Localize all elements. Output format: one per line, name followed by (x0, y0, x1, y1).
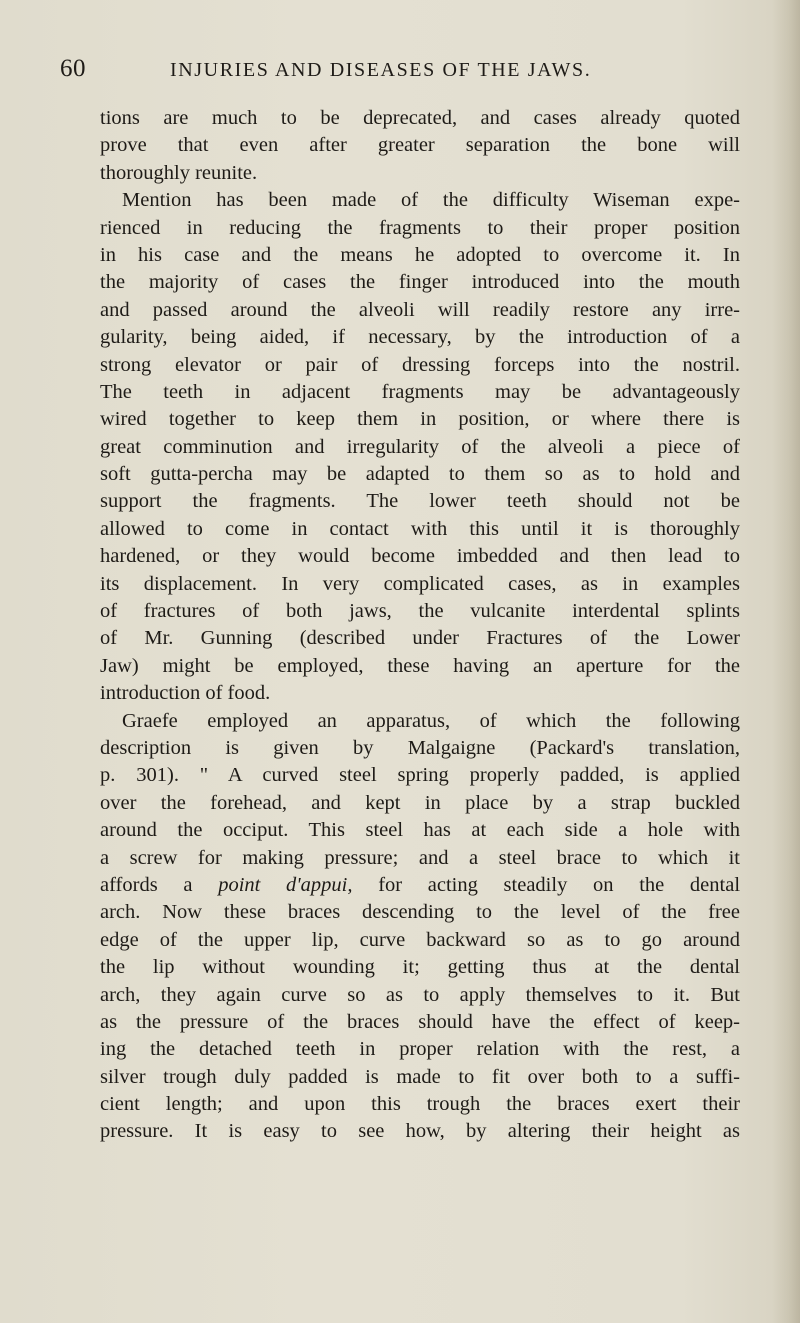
text-line: Mention has been made of the difficulty Wiseman expe- (122, 189, 740, 212)
text-line: wired together to keep them in position, or where there is (100, 408, 740, 431)
text-line: arch, they again curve so as to apply themselves to it. But (100, 983, 740, 1006)
page-header (60, 55, 740, 89)
text-line: of Mr. Gunning (described under Fractures of the Lower (100, 627, 740, 650)
text-line: hardened, or they would become imbedded and then lead to (100, 545, 740, 568)
text-line: great comminution and irregularity of the alveoli a piece of (100, 435, 740, 458)
text-line: tions are much to be deprecated, and cases already quoted (100, 107, 740, 129)
text-line: thoroughly reunite. (100, 161, 258, 184)
text-segment: affords a (100, 873, 193, 896)
text-line: a screw for making pressure; and a steel brace to which it (100, 846, 740, 869)
italic-phrase: point d'appui, (218, 873, 353, 896)
text-line: strong elevator or pair of dressing forceps into the nostril. (100, 353, 740, 376)
text-line: The teeth in adjacent fragments may be advantageously (100, 380, 740, 403)
text-line: in his case and the means he adopted to overcome it. In (100, 243, 740, 266)
text-line: p. 301). " A curved steel spring properly padded, is applied (100, 764, 740, 787)
text-line: the lip without wounding it; getting thus at the dental (100, 956, 740, 979)
text-line: over the forehead, and kept in place by a strap buckled (100, 791, 740, 814)
text-line: the majority of cases the finger introduced into the mouth (100, 271, 740, 294)
text-line: pressure. It is easy to see how, by altering their height as (100, 1120, 740, 1143)
text-line: soft gutta-percha may be adapted to them so as to hold and (100, 463, 740, 486)
text-line: of fractures of both jaws, the vulcanite interdental splints (100, 600, 740, 623)
page-edge-shadow (772, 0, 800, 1323)
text-line: as the pressure of the braces should have the effect of keep- (100, 1010, 740, 1033)
text-line: silver trough duly padded is made to fit over both to a suffi- (100, 1065, 740, 1088)
text-line: description is given by Malgaigne (Packard's translation, (100, 736, 740, 759)
text-line: support the fragments. The lower teeth should not be (100, 490, 740, 513)
text-line: around the occiput. This steel has at each side a hole with (100, 819, 740, 842)
page-number: 60 (60, 55, 86, 82)
text-line: rienced in reducing the fragments to their proper position (100, 216, 740, 239)
running-head: INJURIES AND DISEASES OF THE JAWS. (170, 59, 592, 81)
text-line: edge of the upper lip, curve backward so as to go around (100, 928, 740, 951)
text-line: prove that even after greater separation the bone will (100, 134, 740, 157)
text-line: and passed around the alveoli will readily restore any irre- (100, 298, 740, 321)
text-line: introduction of food. (100, 682, 271, 705)
text-line: ing the detached teeth in proper relation with the rest, a (100, 1038, 740, 1061)
text-segment: for acting steadily on the dental (378, 873, 741, 896)
text-line: gularity, being aided, if necessary, by the introduction of a (100, 326, 740, 349)
text-line: its displacement. In very complicated cases, as in examples (100, 572, 740, 595)
text-line-mixed (100, 872, 740, 899)
text-line: arch. Now these braces descending to the level of the free (100, 901, 740, 924)
text-line: Graefe employed an apparatus, of which the following (122, 709, 740, 732)
text-line: allowed to come in contact with this until it is thoroughly (100, 517, 740, 540)
text-line: cient length; and upon this trough the braces exert their (100, 1093, 740, 1116)
body-text (100, 105, 740, 1146)
text-line: Jaw) might be employed, these having an aperture for the (100, 654, 740, 677)
